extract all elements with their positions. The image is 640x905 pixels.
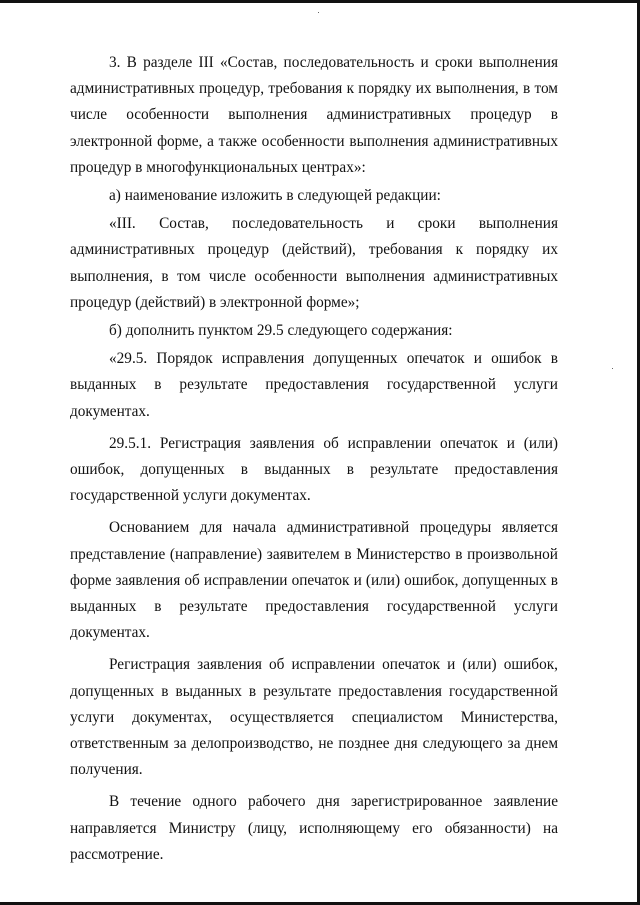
scan-edge-top [0,0,640,3]
paragraph-item-b: б) дополнить пунктом 29.5 следующего содержания: [109,322,453,340]
paragraph-review: В течение одного рабочего дня зарегистрированное заявление направляется Министру (лицу, исполняющему его обязанности) на рассмотрение. [70,793,558,863]
paragraph-registration: Регистрация заявления об исправлении опечаток и (или) ошибок, допущенных в выданных в результате предоставления государственной услуги документах, осуществляется специалистом Министерства, ответственным за делопроизводство, не позднее дня следующего за днем получения. [70,656,558,779]
scan-speck [612,368,613,369]
paragraph-item-a: а) наименование изложить в следующей редакции: [109,187,441,205]
scan-speck [318,12,319,13]
paragraph-basis: Основанием для начала административной процедуры является представление (направление) заявителем в Министерство в произвольной форме заявления об исправлении опечаток и (или) ошибок, допущенных в выданных в результате предоставления государственной услуги документах. [70,519,558,642]
document-body [70,50,558,868]
paragraph-29-5-1: 29.5.1. Регистрация заявления об исправлении опечаток и (или) ошибок, допущенных в выданных в результате предоставления государственной услуги документах. [70,434,558,505]
paragraph-new-title: «III. Состав, последовательность и сроки выполнения административных процедур (действий), требования к порядку их выполнения, в том числе особенности выполнения административных процедур (действий) в электронной форме»; [70,215,558,311]
paragraph-section-3: 3. В разделе III «Состав, последовательность и сроки выполнения административных процедур, требования к порядку их выполнения, в том числе особенности выполнения административных процедур в электронной форме, а также особенности выполнения административных процедур в многофункциональных центрах»: [70,54,558,176]
paragraph-29-5: «29.5. Порядок исправления допущенных опечаток и ошибок в выданных в результате предоставления государственной услуги документах. [70,350,558,420]
